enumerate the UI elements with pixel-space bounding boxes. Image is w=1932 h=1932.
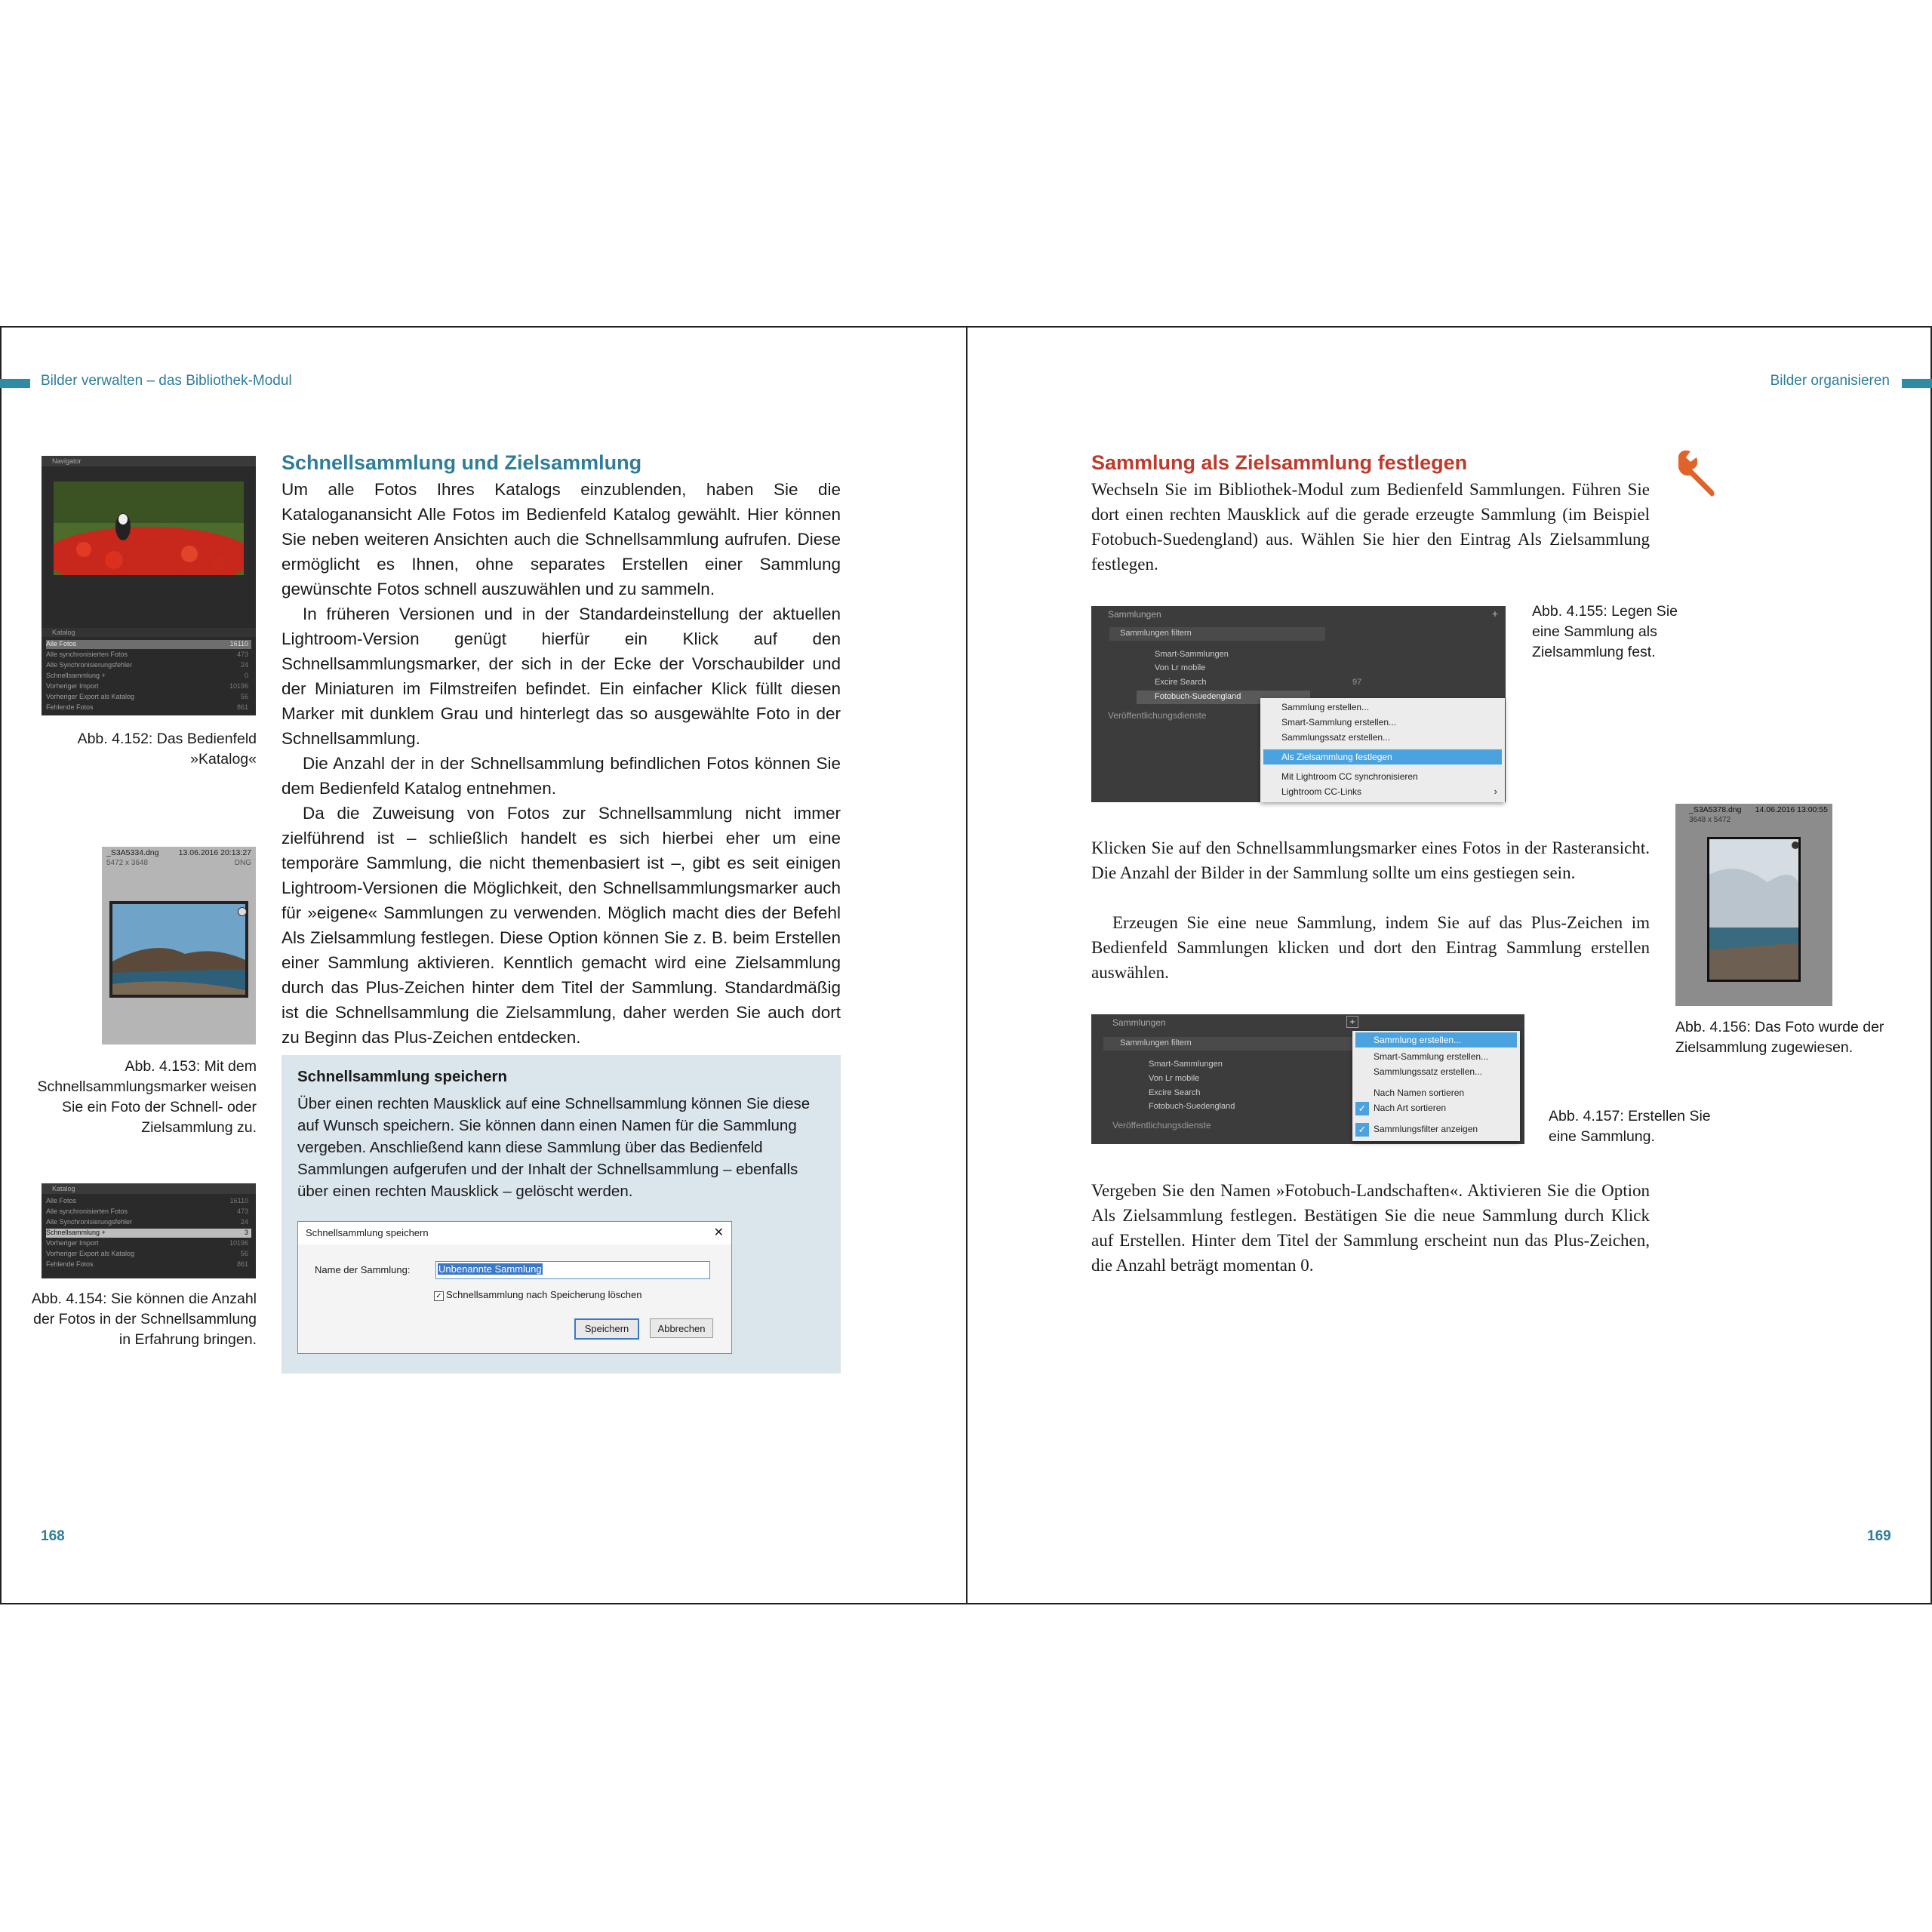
row-count: 24	[240, 1218, 248, 1226]
collection-item[interactable]: Smart-Sammlungen	[1155, 650, 1229, 659]
catalog-panel-154	[42, 1183, 256, 1278]
collection-item[interactable]: Fotobuch-Suedengland	[1155, 692, 1241, 701]
catalog-row[interactable]	[46, 1260, 251, 1269]
katalog-row[interactable]	[46, 661, 251, 670]
caption-fig157: Abb. 4.157: Erstellen Sie eine Sammlung.	[1549, 1108, 1711, 1145]
left-body	[281, 477, 841, 1050]
row-count: 861	[236, 1260, 248, 1268]
publish-services[interactable]: Veröffentlichungsdienste	[1108, 710, 1207, 721]
filter-label: Sammlungen filtern	[1120, 1038, 1192, 1048]
arch-photo	[109, 901, 248, 998]
menu-item[interactable]: Sammlungssatz erstellen...	[1281, 732, 1391, 743]
left-page-number: 168	[41, 1528, 65, 1544]
row-label: Alle synchronisierten Fotos	[46, 651, 128, 658]
menu-item[interactable]: Smart-Sammlung erstellen...	[1374, 1051, 1489, 1062]
row-label: Fehlende Fotos	[46, 1260, 94, 1268]
row-count: 473	[236, 651, 248, 658]
row-count: 861	[236, 703, 248, 711]
dialog-title: Schnellsammlung speichern	[306, 1227, 429, 1238]
collection-item[interactable]: Von Lr mobile	[1149, 1074, 1200, 1083]
menu-item[interactable]: Mit Lightroom CC synchronisieren	[1281, 771, 1418, 782]
caption-fig155: Abb. 4.155: Legen Sie eine Sammlung als Zielsammlung fest.	[1532, 603, 1678, 660]
row-label: Vorheriger Import	[46, 682, 99, 690]
checkmark-icon: ✓	[1355, 1123, 1369, 1137]
collection-item[interactable]: Excire Search	[1155, 678, 1207, 687]
row-label: Vorheriger Export als Katalog	[46, 1250, 135, 1257]
coast-photo	[1707, 837, 1801, 982]
name-label: Name der Sammlung:	[315, 1264, 411, 1275]
katalog-row[interactable]	[46, 682, 251, 691]
name-input[interactable]	[435, 1261, 710, 1279]
catalog-row-selected[interactable]	[46, 1229, 251, 1238]
left-running-head-bar	[0, 379, 30, 388]
panel-title: Sammlungen	[1112, 1017, 1166, 1028]
left-heading: Schnellsammlung und Zielsammlung	[281, 451, 642, 474]
catalog-row[interactable]	[46, 1218, 251, 1227]
right-running-head-bar	[1902, 379, 1932, 388]
context-menu	[1352, 1031, 1520, 1141]
save-button[interactable]: Speichern	[574, 1318, 639, 1340]
navigator-title: Navigator	[52, 457, 82, 465]
row-count: 0	[244, 672, 248, 679]
collections-panel-155	[1091, 606, 1506, 802]
grid-thumbnail-153[interactable]	[102, 847, 256, 1044]
menu-item[interactable]: Nach Namen sortieren	[1374, 1088, 1465, 1098]
row-label: Alle Synchronisierungsfehler	[46, 1218, 133, 1226]
paragraph: Die Anzahl der in der Schnellsammlung befindlichen Fotos können Sie dem Bedienfeld Katalog entnehmen.	[281, 754, 841, 798]
row-label: Alle Fotos	[46, 640, 77, 648]
paragraph: Da die Zuweisung von Fotos zur Schnellsammlung nicht immer zielführend ist – schließlich handelt es sich hierbei eher um eine temporäre Sammlung, die nicht themenbasiert ist –, gibt es seit einigen Lightroom-Versionen die Möglichkeit, den Schnellsammlungsmarker auch für »eigene« Sammlungen zu verwenden. Möglich macht dies der Befehl Als Zielsammlung festlegen. Diese Option können Sie z. B. beim Erstellen einer Sammlung aktivieren. Kenntlich gemacht wird eine Zielsammlung durch das Plus-Zeichen hinter dem Titel der Sammlung. Standardmäßig ist die Schnellsammlung die Zielsammlung, daher werden Sie auch dort zu Beginn das Plus-Zeichen entdecken.	[281, 804, 841, 1047]
right-heading: Sammlung als Zielsammlung festlegen	[1091, 451, 1468, 474]
row-label: Fehlende Fotos	[46, 703, 94, 711]
caption-fig156: Abb. 4.156: Das Foto wurde der Zielsammlung zugewiesen.	[1675, 1019, 1884, 1056]
poppy-photo	[54, 481, 244, 575]
right-para2: Klicken Sie auf den Schnellsammlungsmarker eines Fotos in der Rasteransicht. Die Anzahl der Bilder in der Sammlung sollte um eins gestiegen sein.	[1091, 838, 1650, 882]
right-running-head: Bilder organisieren	[1770, 373, 1890, 389]
menu-item[interactable]: Lightroom CC-Links	[1281, 786, 1362, 797]
cancel-button[interactable]: Abbrechen	[650, 1318, 713, 1338]
row-count: 56	[240, 693, 248, 700]
row-count: 16110	[229, 1197, 248, 1204]
collection-item[interactable]: Von Lr mobile	[1155, 663, 1206, 672]
catalog-row[interactable]	[46, 1239, 251, 1248]
menu-item[interactable]: Sammlungssatz erstellen...	[1374, 1066, 1483, 1077]
infobox-title: Schnellsammlung speichern	[297, 1068, 507, 1085]
grid-thumbnail-156[interactable]	[1675, 804, 1832, 1006]
left-running-head: Bilder verwalten – das Bibliothek-Modul	[41, 373, 292, 389]
row-label: Alle Fotos	[46, 1197, 77, 1204]
add-collection-button[interactable]: +	[1491, 608, 1498, 620]
thumb-date: 13.06.2016 20:13:27	[178, 848, 251, 857]
right-page-number: 169	[1867, 1528, 1891, 1544]
right-para4: Vergeben Sie den Namen »Fotobuch-Landschaften«. Aktivieren Sie die Option Als Zielsammlung festlegen. Bestätigen Sie die neue Sammlung durch Klick auf Erstellen. Hinter dem Titel der Sammlung erscheint nun das Plus-Zeichen, die Anzahl beträgt momentan 0.	[1091, 1181, 1650, 1275]
quick-collection-marker-filled[interactable]	[1792, 841, 1799, 849]
catalog-row[interactable]	[46, 1197, 251, 1206]
menu-item-set-target[interactable]: Als Zielsammlung festlegen	[1263, 749, 1502, 764]
save-dialog	[297, 1221, 732, 1354]
katalog-title: Katalog	[52, 629, 75, 636]
row-label: Vorheriger Export als Katalog	[46, 693, 135, 700]
thumb-date: 14.06.2016 13:00:55	[1755, 805, 1828, 814]
collection-count: 97	[1352, 678, 1362, 687]
panel-title: Sammlungen	[1108, 609, 1161, 620]
collection-item[interactable]: Smart-Sammlungen	[1149, 1060, 1223, 1069]
row-count: 24	[240, 661, 248, 669]
context-menu	[1260, 698, 1505, 802]
row-label: Alle synchronisierten Fotos	[46, 1208, 128, 1215]
quick-collection-marker[interactable]	[238, 907, 247, 916]
caption-fig154: Abb. 4.154: Sie können die Anzahl der Fotos in der Schnellsammlung in Erfahrung bringen.	[31, 1291, 257, 1348]
menu-item-create[interactable]: Sammlung erstellen...	[1355, 1032, 1517, 1048]
paragraph: Um alle Fotos Ihres Katalogs einzublenden, haben Sie die Kataloganansicht Alle Fotos im Bedienfeld Katalog gewählt. Hier können Sie neben weiteren Ansichten auch die Schnellsammlung aufrufen. Diese ermöglicht es Ihnen, ohne separates Erstellen einer Sammlung gewünschte Fotos schnell auszuwählen und zu sammeln.	[281, 480, 841, 598]
caption-fig152: Abb. 4.152: Das Bedienfeld »Katalog«	[77, 731, 257, 768]
navigator-panel-screenshot	[42, 456, 256, 715]
row-label: Vorheriger Import	[46, 1239, 99, 1247]
filter-label: Sammlungen filtern	[1120, 629, 1192, 638]
row-label: Alle Synchronisierungsfehler	[46, 661, 133, 669]
checkmark-icon: ✓	[1355, 1102, 1369, 1115]
collection-item[interactable]: Fotobuch-Suedengland	[1149, 1102, 1235, 1111]
right-para3: Erzeugen Sie eine neue Sammlung, indem Sie auf das Plus-Zeichen im Bedienfeld Sammlungen klicken und dort den Eintrag Sammlung erstellen auswählen.	[1091, 913, 1650, 982]
thumb-size: 5472 x 3648	[106, 859, 149, 867]
katalog-row[interactable]	[46, 640, 251, 649]
row-count: 473	[236, 1208, 248, 1215]
catalog-title: Katalog	[52, 1185, 75, 1192]
paragraph: In früheren Versionen und in der Standardeinstellung der aktuellen Lightroom-Version genügt hierfür ein Klick auf den Schnellsammlungsmarker, der sich in der Ecke der Vorschaubilder und der Miniaturen im Filmstreifen befindet. Ein einfacher Klick füllt diesen Marker mit dunklem Grau und hinterlegt das so ausgewählte Foto in der Schnellsammlung.	[281, 605, 841, 748]
katalog-row[interactable]	[46, 693, 251, 702]
collection-item[interactable]: Excire Search	[1149, 1088, 1201, 1097]
row-count: 16110	[229, 640, 248, 648]
row-label: Schnellsammlung +	[46, 672, 106, 679]
thumb-filename: _S3A5334.dng	[106, 848, 159, 857]
close-icon[interactable]: ✕	[713, 1226, 724, 1239]
row-count: 56	[240, 1250, 248, 1257]
publish-services[interactable]: Veröffentlichungsdienste	[1112, 1120, 1211, 1131]
row-count: 10196	[229, 1239, 248, 1247]
catalog-row[interactable]	[46, 1250, 251, 1259]
catalog-row[interactable]	[46, 1208, 251, 1217]
thumb-format: DNG	[234, 859, 251, 867]
thumb-filename: _S3A5378.dng	[1689, 805, 1742, 814]
collections-panel-157	[1091, 1014, 1524, 1144]
add-collection-button[interactable]: +	[1346, 1016, 1358, 1028]
katalog-row[interactable]	[46, 672, 251, 681]
thumb-size: 3648 x 5472	[1689, 816, 1731, 824]
right-intro: Wechseln Sie im Bibliothek-Modul zum Bedienfeld Sammlungen. Führen Sie dort einen rechten Mausklick auf die gerade erzeugte Sammlung (im Beispiel Fotobuch-Suedengland) aus. Wählen Sie hier den Eintrag Als Zielsammlung festlegen.	[1091, 480, 1650, 574]
caption-fig153: Abb. 4.153: Mit dem Schnellsammlungsmarker weisen Sie ein Foto der Schnell- oder Zielsammlung zu.	[37, 1058, 257, 1136]
katalog-row[interactable]	[46, 651, 251, 660]
menu-item[interactable]: Nach Art sortieren	[1374, 1103, 1447, 1113]
row-label: Schnellsammlung +	[46, 1229, 106, 1236]
delete-checkbox[interactable]: ✓	[434, 1291, 444, 1301]
infobox-text: Über einen rechten Mausklick auf eine Schnellsammlung können Sie diese auf Wunsch speichern. Sie können dann einen Namen für die Sammlung vergeben. Anschließend kann diese Sammlung über das Bedienfeld Sammlungen aufgerufen und der Inhalt der Schnellsammlung – ebenfalls über einen rechten Mausklick – gelöscht werden.	[297, 1095, 811, 1200]
checkbox-label: Schnellsammlung nach Speicherung löschen	[446, 1289, 642, 1300]
name-value: Unbenannte Sammlung	[438, 1263, 542, 1275]
menu-item[interactable]: Sammlungsfilter anzeigen	[1374, 1124, 1478, 1134]
row-count: 10196	[229, 682, 248, 690]
katalog-row[interactable]	[46, 703, 251, 712]
menu-item[interactable]: Sammlung erstellen...	[1281, 702, 1370, 712]
wrench-icon	[1671, 445, 1725, 500]
row-count: 3	[244, 1229, 248, 1236]
menu-item[interactable]: Smart-Sammlung erstellen...	[1281, 717, 1397, 728]
submenu-arrow-icon: ›	[1494, 786, 1497, 797]
